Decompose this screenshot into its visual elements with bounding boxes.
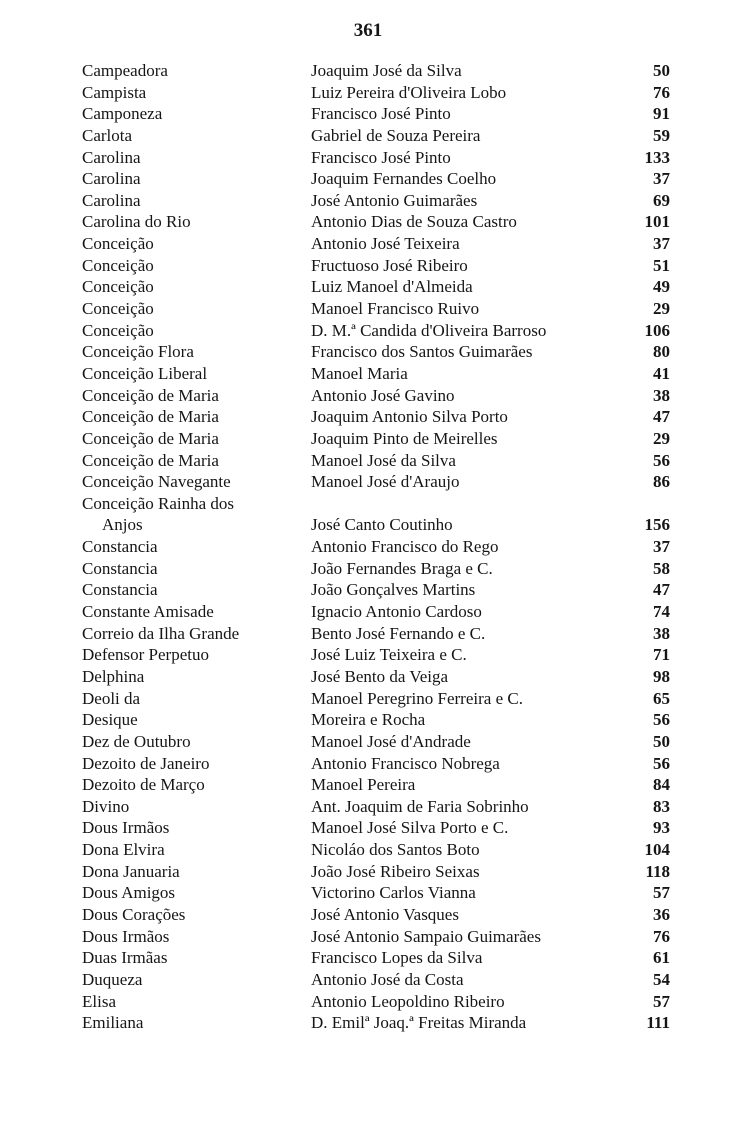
ship-name-text: Conceição bbox=[82, 277, 154, 297]
owner-name: Manoel José Silva Porto e C. bbox=[311, 818, 509, 838]
tonnage-value: 49 bbox=[653, 277, 670, 297]
ship-name bbox=[82, 60, 302, 82]
ship-name bbox=[82, 882, 302, 904]
ledger-row bbox=[0, 623, 736, 645]
tonnage-value: 61 bbox=[653, 948, 670, 968]
ship-name-text: Constante Amisade bbox=[82, 602, 214, 622]
ship-name-text: Deoli da bbox=[82, 688, 141, 708]
ship-name-text: Dez de Outubro bbox=[82, 731, 191, 751]
ship-name bbox=[82, 298, 302, 320]
ship-name-text: Carlota bbox=[82, 125, 133, 145]
ship-name bbox=[82, 774, 302, 796]
owner-name: Bento José Fernando e C. bbox=[311, 623, 486, 643]
owner-name: Joaquim José da Silva bbox=[311, 61, 462, 80]
ledger-row bbox=[0, 817, 736, 839]
owner-name: Francisco dos Santos Guimarães bbox=[311, 342, 533, 362]
owner-name: D. M.ª Candida d'Oliveira Barroso bbox=[311, 320, 547, 340]
ship-name bbox=[82, 688, 302, 710]
ledger-row bbox=[0, 796, 736, 818]
ship-name bbox=[82, 147, 302, 169]
owner-name: Joaquim Fernandes Coelho bbox=[311, 169, 497, 189]
page-number: 361 bbox=[353, 20, 383, 41]
tonnage-value: 84 bbox=[653, 775, 670, 795]
owner-name: Manoel Pereira bbox=[311, 775, 416, 795]
tonnage-value: 76 bbox=[653, 82, 670, 102]
ship-name-text: Dous Amigos bbox=[82, 883, 176, 903]
ship-name-text: Conceição de Maria bbox=[82, 428, 219, 448]
ship-name bbox=[82, 168, 302, 190]
ship-name bbox=[82, 536, 302, 558]
tonnage-value: 106 bbox=[644, 320, 670, 340]
ship-name-text: Carolina bbox=[82, 190, 141, 210]
owner-name: Moreira e Rocha bbox=[311, 710, 426, 730]
ship-name bbox=[82, 255, 302, 277]
owner-name: Ignacio Antonio Cardoso bbox=[311, 602, 482, 622]
tonnage-value: 104 bbox=[644, 840, 670, 860]
tonnage-value: 56 bbox=[653, 710, 670, 730]
ledger-row bbox=[0, 211, 736, 233]
ledger-row bbox=[0, 774, 736, 796]
tonnage-value: 56 bbox=[653, 753, 670, 773]
ship-name-text: Delphina bbox=[82, 666, 145, 686]
owner-name: Manoel José d'Araujo bbox=[311, 472, 460, 492]
ship-name bbox=[82, 103, 302, 125]
ship-name-text: Dona Januaria bbox=[82, 861, 180, 881]
ledger-row bbox=[0, 363, 736, 385]
ledger-row bbox=[0, 644, 736, 666]
owner-name: Antonio José Teixeira bbox=[311, 234, 460, 254]
ledger-row bbox=[0, 579, 736, 601]
ship-name bbox=[82, 623, 302, 645]
ledger-row bbox=[0, 709, 736, 731]
ledger-row bbox=[0, 904, 736, 926]
ship-name bbox=[82, 969, 302, 991]
ship-name-text: Conceição de Maria bbox=[82, 407, 219, 427]
ship-name-text: Constancia bbox=[82, 580, 158, 600]
ship-name-text: Carolina bbox=[82, 169, 141, 189]
ship-name bbox=[82, 450, 302, 472]
ledger-row bbox=[0, 471, 736, 493]
tonnage-value: 47 bbox=[653, 580, 670, 600]
owner-name: Francisco Lopes da Silva bbox=[311, 948, 483, 968]
ship-ledger bbox=[0, 60, 736, 1034]
ledger-row bbox=[0, 558, 736, 580]
ship-name bbox=[82, 385, 302, 407]
owner-name: Luiz Manoel d'Almeida bbox=[311, 277, 473, 297]
ledger-row bbox=[0, 947, 736, 969]
ship-name bbox=[82, 991, 302, 1013]
ship-name-continuation: Anjos bbox=[102, 515, 143, 535]
ledger-row bbox=[0, 125, 736, 147]
ship-name-text: Constancia bbox=[82, 537, 158, 557]
ship-name bbox=[82, 276, 302, 298]
ship-name-text: Correio da Ilha Grande bbox=[82, 623, 240, 643]
owner-name: Joaquim Antonio Silva Porto bbox=[311, 407, 508, 427]
ship-name-text: Desique bbox=[82, 710, 138, 730]
tonnage-value: 69 bbox=[653, 190, 670, 210]
ledger-row bbox=[0, 385, 736, 407]
owner-name: Francisco José Pinto bbox=[311, 104, 451, 124]
owner-name: D. Emilª Joaq.ª Freitas Miranda bbox=[311, 1013, 527, 1033]
ship-name-text: Conceição Liberal bbox=[82, 363, 208, 383]
ledger-row bbox=[0, 991, 736, 1013]
ship-name bbox=[82, 731, 302, 753]
ship-name-text: Conceição bbox=[82, 255, 154, 275]
ship-name bbox=[82, 406, 302, 428]
ledger-row bbox=[0, 428, 736, 450]
tonnage-value: 47 bbox=[653, 407, 670, 427]
ship-name-text: Dezoito de Janeiro bbox=[82, 753, 210, 773]
ship-name bbox=[82, 471, 302, 493]
ledger-row bbox=[0, 320, 736, 342]
ledger-row bbox=[0, 1012, 736, 1034]
owner-name: José Antonio Vasques bbox=[311, 905, 459, 924]
ledger-row bbox=[0, 536, 736, 558]
tonnage-value: 74 bbox=[653, 602, 670, 622]
ship-name-text: Dona Elvira bbox=[82, 840, 165, 860]
ship-name-text: Carolina bbox=[82, 147, 141, 167]
ledger-row bbox=[0, 493, 736, 536]
owner-name: Antonio José da Costa bbox=[311, 969, 464, 989]
ship-name bbox=[82, 363, 302, 385]
owner-name: Nicoláo dos Santos Boto bbox=[311, 840, 480, 860]
ship-name-text: Campeadora bbox=[82, 61, 168, 80]
ship-name-text: Carolina do Rio bbox=[82, 212, 191, 232]
ship-name bbox=[82, 341, 302, 363]
ledger-row bbox=[0, 168, 736, 190]
owner-name: Joaquim Pinto de Meirelles bbox=[311, 428, 498, 448]
ledger-row bbox=[0, 450, 736, 472]
ship-name bbox=[82, 428, 302, 450]
ship-name-text: Dous Irmãos bbox=[82, 926, 170, 946]
tonnage-value: 57 bbox=[653, 991, 670, 1011]
tonnage-value: 37 bbox=[653, 169, 670, 189]
owner-name: Ant. Joaquim de Faria Sobrinho bbox=[311, 796, 529, 816]
ledger-row bbox=[0, 60, 736, 82]
ledger-row bbox=[0, 753, 736, 775]
ship-name bbox=[82, 666, 302, 688]
tonnage-value: 59 bbox=[653, 125, 670, 145]
tonnage-value: 38 bbox=[653, 385, 670, 405]
tonnage-value: 71 bbox=[653, 645, 670, 665]
ledger-row bbox=[0, 276, 736, 298]
owner-name: Manoel José d'Andrade bbox=[311, 731, 471, 751]
ship-name bbox=[82, 839, 302, 861]
ship-name bbox=[82, 579, 302, 601]
tonnage-value: 156 bbox=[644, 515, 670, 535]
owner-name: José Antonio Sampaio Guimarães bbox=[311, 926, 541, 946]
ship-name-text: Duqueza bbox=[82, 969, 143, 989]
ledger-row bbox=[0, 190, 736, 212]
tonnage-value: 76 bbox=[653, 926, 670, 946]
ship-name bbox=[82, 320, 302, 342]
tonnage-value: 80 bbox=[653, 342, 670, 362]
owner-name: Luiz Pereira d'Oliveira Lobo bbox=[311, 82, 507, 102]
owner-name: João José Ribeiro Seixas bbox=[311, 861, 480, 881]
ship-name bbox=[82, 601, 302, 623]
tonnage-value: 36 bbox=[653, 905, 670, 924]
owner-name: Antonio Francisco Nobrega bbox=[311, 753, 500, 773]
tonnage-value: 118 bbox=[645, 861, 670, 881]
ship-name-text: Constancia bbox=[82, 558, 158, 578]
owner-name: Fructuoso José Ribeiro bbox=[311, 255, 468, 275]
owner-name: Antonio Leopoldino Ribeiro bbox=[311, 991, 505, 1011]
ledger-row bbox=[0, 926, 736, 948]
ledger-row bbox=[0, 233, 736, 255]
ship-name-text: Dezoito de Março bbox=[82, 775, 205, 795]
ship-name-text: Camponeza bbox=[82, 104, 163, 124]
tonnage-value: 50 bbox=[653, 731, 670, 751]
ledger-row bbox=[0, 103, 736, 125]
ship-name bbox=[82, 709, 302, 731]
ship-name bbox=[82, 493, 302, 536]
ship-name-text: Conceição Flora bbox=[82, 342, 194, 362]
ship-name bbox=[82, 753, 302, 775]
ship-name bbox=[82, 233, 302, 255]
ship-name-text: Dous Corações bbox=[82, 905, 186, 924]
ship-name-text: Conceição de Maria bbox=[82, 450, 219, 470]
tonnage-value: 29 bbox=[653, 428, 670, 448]
tonnage-value: 51 bbox=[653, 255, 670, 275]
owner-name: José Bento da Veiga bbox=[311, 666, 449, 686]
ship-name-text: Conceição Rainha dos bbox=[82, 493, 235, 513]
ship-name bbox=[82, 904, 302, 926]
ship-name-text: Conceição Navegante bbox=[82, 472, 231, 492]
tonnage-value: 50 bbox=[653, 61, 670, 80]
tonnage-value: 58 bbox=[653, 558, 670, 578]
ship-name bbox=[82, 861, 302, 883]
owner-name: Manoel Maria bbox=[311, 363, 408, 383]
ship-name bbox=[82, 82, 302, 104]
ledger-row bbox=[0, 255, 736, 277]
tonnage-value: 57 bbox=[653, 883, 670, 903]
tonnage-value: 65 bbox=[653, 688, 670, 708]
owner-name: João Gonçalves Martins bbox=[311, 580, 476, 600]
ship-name-text: Defensor Perpetuo bbox=[82, 645, 209, 665]
tonnage-value: 93 bbox=[653, 818, 670, 838]
ship-name bbox=[82, 211, 302, 233]
tonnage-value: 101 bbox=[644, 212, 670, 232]
tonnage-value: 29 bbox=[653, 299, 670, 319]
ledger-row bbox=[0, 731, 736, 753]
owner-name: Francisco José Pinto bbox=[311, 147, 451, 167]
owner-name: José Antonio Guimarães bbox=[311, 190, 478, 210]
ship-name-text: Conceição bbox=[82, 234, 154, 254]
owner-name: Manoel José da Silva bbox=[311, 450, 456, 470]
owner-name: Antonio Francisco do Rego bbox=[311, 537, 499, 557]
ledger-row bbox=[0, 882, 736, 904]
owner-name: Gabriel de Souza Pereira bbox=[311, 125, 481, 145]
ledger-row bbox=[0, 298, 736, 320]
ship-name bbox=[82, 926, 302, 948]
ship-name bbox=[82, 1012, 302, 1034]
tonnage-value: 41 bbox=[653, 363, 670, 383]
tonnage-value: 133 bbox=[644, 147, 670, 167]
owner-name: Antonio José Gavino bbox=[311, 385, 455, 405]
ledger-row bbox=[0, 688, 736, 710]
ledger-row bbox=[0, 406, 736, 428]
ship-name bbox=[82, 558, 302, 580]
tonnage-value: 37 bbox=[653, 234, 670, 254]
ship-name bbox=[82, 817, 302, 839]
ledger-row bbox=[0, 969, 736, 991]
owner-name: José Canto Coutinho bbox=[311, 515, 453, 535]
ship-name bbox=[82, 796, 302, 818]
tonnage-value: 86 bbox=[653, 472, 670, 492]
ledger-row bbox=[0, 82, 736, 104]
tonnage-value: 38 bbox=[653, 623, 670, 643]
ship-name bbox=[82, 125, 302, 147]
ledger-row bbox=[0, 666, 736, 688]
tonnage-value: 37 bbox=[653, 537, 670, 557]
ship-name bbox=[82, 190, 302, 212]
ship-name-text: Divino bbox=[82, 796, 130, 816]
ship-name-text: Conceição bbox=[82, 299, 154, 319]
ship-name bbox=[82, 947, 302, 969]
tonnage-value: 111 bbox=[646, 1013, 670, 1033]
ship-name-text: Dous Irmãos bbox=[82, 818, 170, 838]
tonnage-value: 83 bbox=[653, 796, 670, 816]
owner-name: Antonio Dias de Souza Castro bbox=[311, 212, 517, 232]
ship-name bbox=[82, 644, 302, 666]
owner-name: Manoel Peregrino Ferreira e C. bbox=[311, 688, 523, 708]
ship-name-text: Conceição de Maria bbox=[82, 385, 219, 405]
tonnage-value: 91 bbox=[653, 104, 670, 124]
ledger-row bbox=[0, 839, 736, 861]
ship-name-text: Campista bbox=[82, 82, 147, 102]
owner-name: Victorino Carlos Vianna bbox=[311, 883, 476, 903]
owner-name: Manoel Francisco Ruivo bbox=[311, 299, 480, 319]
owner-name: João Fernandes Braga e C. bbox=[311, 558, 493, 578]
ship-name-text: Conceição bbox=[82, 320, 154, 340]
tonnage-value: 56 bbox=[653, 450, 670, 470]
tonnage-value: 98 bbox=[653, 666, 670, 686]
ledger-row bbox=[0, 861, 736, 883]
tonnage-value: 54 bbox=[653, 969, 670, 989]
ledger-row bbox=[0, 341, 736, 363]
ship-name-text: Emiliana bbox=[82, 1013, 144, 1033]
owner-name: José Luiz Teixeira e C. bbox=[311, 645, 467, 665]
ledger-row bbox=[0, 147, 736, 169]
ledger-row bbox=[0, 601, 736, 623]
ship-name-text: Duas Irmãas bbox=[82, 948, 168, 968]
ship-name-text: Elisa bbox=[82, 991, 116, 1011]
